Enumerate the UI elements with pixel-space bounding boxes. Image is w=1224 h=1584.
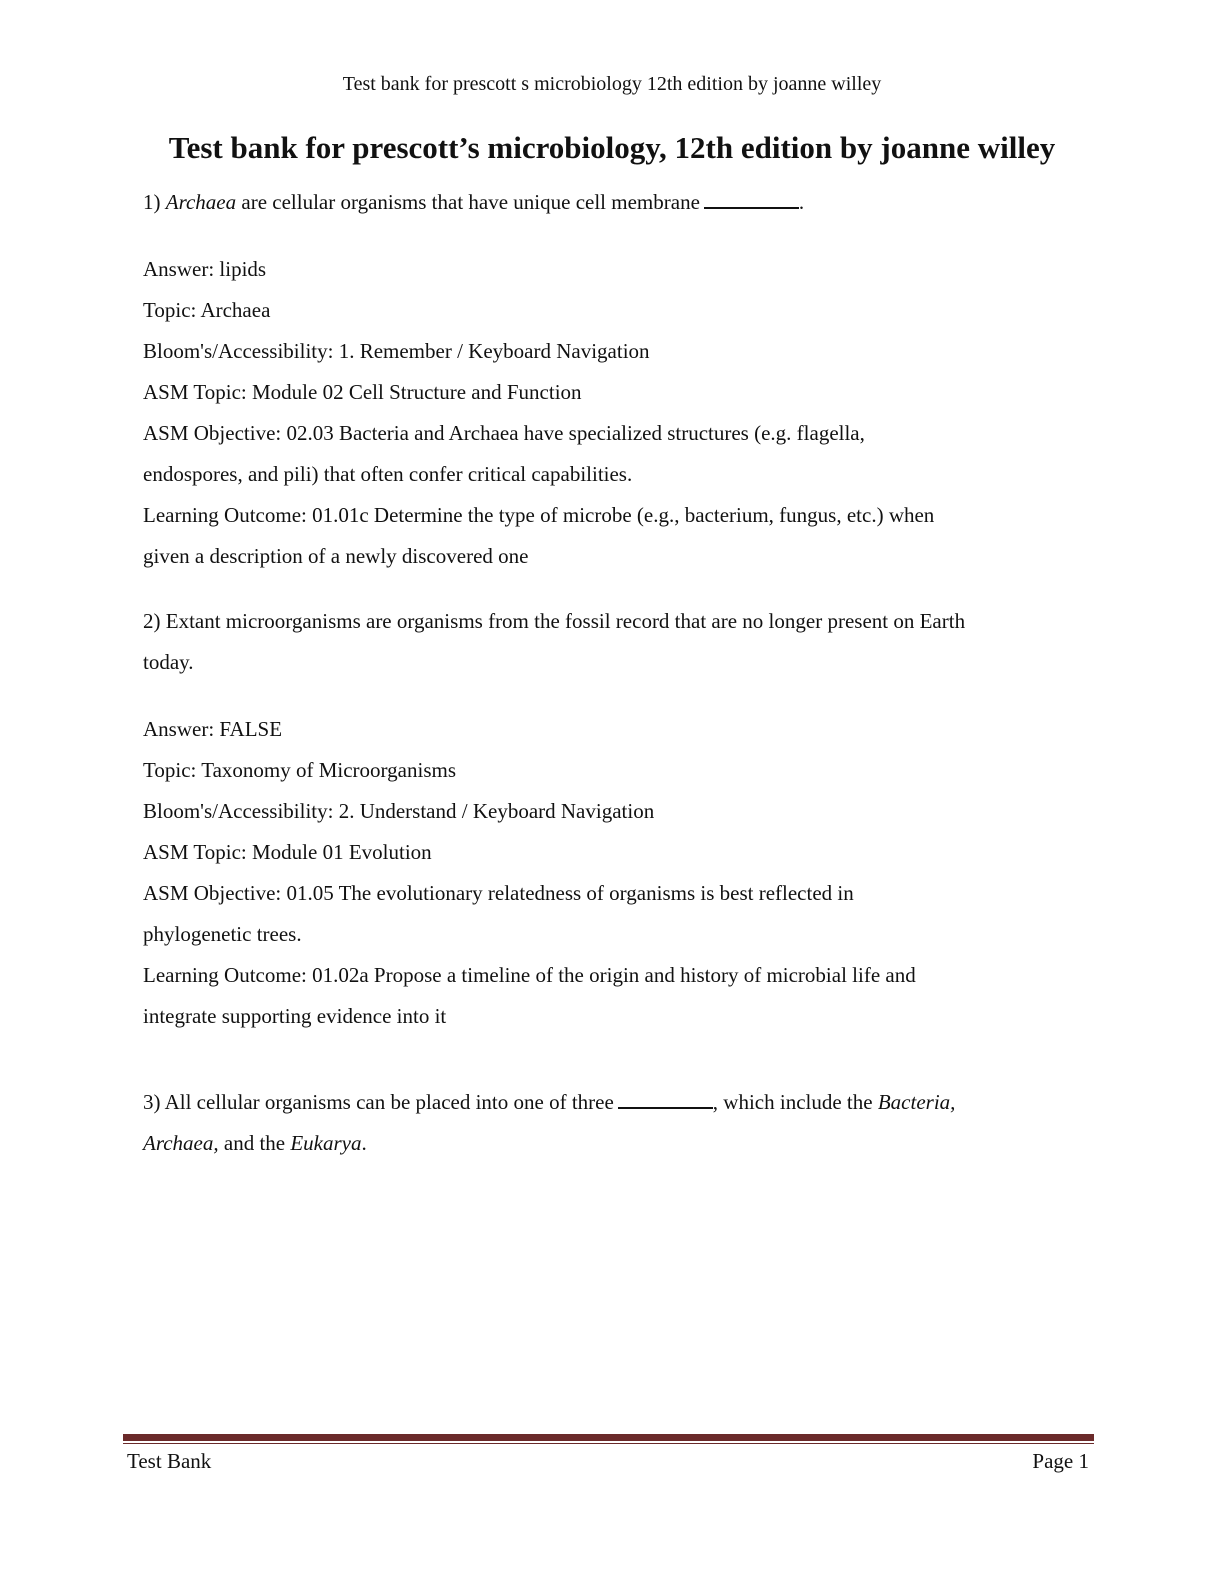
page-number: Page 1 (1032, 1449, 1089, 1473)
question-2-blooms: Bloom's/Accessibility: 2. Understand / Keyboard Navigation (143, 799, 655, 823)
question-3-italic-bacteria: Bacteria, (877, 1090, 956, 1114)
question-1-number: 1) (143, 190, 161, 214)
question-3-text-line-2 (143, 1123, 1083, 1164)
question-1-learning-outcome-line-2: given a description of a newly discovered one (143, 544, 529, 568)
question-3-end: . (361, 1131, 367, 1155)
question-2-learning-outcome-line-1: Learning Outcome: 01.02a Propose a timeline of the origin and history of microbial life and (143, 963, 916, 987)
question-1-asm-objective-line-1: ASM Objective: 02.03 Bacteria and Archaea have specialized structures (e.g. flagella, (143, 421, 865, 445)
footer-rule (123, 1434, 1094, 1441)
question-3 (143, 1082, 1083, 1164)
question-1-asm-topic: ASM Topic: Module 02 Cell Structure and Function (143, 380, 582, 404)
question-2-text-line-1: 2) Extant microorganisms are organisms from the fossil record that are no longer present on Earth (143, 609, 966, 633)
question-3-text-line-1 (143, 1082, 1083, 1123)
question-1-asm-objective-line-2: endospores, and pili) that often confer critical capabilities. (143, 462, 633, 486)
footer-label: Test Bank (127, 1449, 212, 1473)
question-3-blank (618, 1093, 713, 1109)
question-1-end: . (798, 190, 805, 214)
question-2-asm-objective-line-1: ASM Objective: 01.05 The evolutionary relatedness of organisms is best reflected in (143, 881, 854, 905)
question-1-text (143, 182, 1083, 223)
question-3-italic-archaea: Archaea, (143, 1131, 219, 1155)
question-1-answer: Answer: lipids (143, 257, 267, 281)
question-2-learning-outcome-line-2: integrate supporting evidence into it (143, 1004, 447, 1028)
question-2-asm-topic: ASM Topic: Module 01 Evolution (143, 840, 432, 864)
question-2-asm-objective-line-2: phylogenetic trees. (143, 922, 302, 946)
question-1-blooms: Bloom's/Accessibility: 1. Remember / Keyboard Navigation (143, 339, 650, 363)
document-body (143, 182, 1083, 1164)
question-2 (143, 601, 1083, 1037)
running-header: Test bank for prescott s microbiology 12th edition by joanne willey (342, 73, 882, 95)
question-3-and-the: and the (223, 1131, 286, 1155)
question-1-topic: Topic: Archaea (143, 298, 271, 322)
question-3-italic-eukarya: Eukarya (290, 1131, 362, 1155)
question-2-topic: Topic: Taxonomy of Microorganisms (143, 758, 457, 782)
footer-rule-thin (123, 1443, 1094, 1444)
question-1-blank (704, 193, 799, 209)
question-1-italic-archaea: Archaea (165, 190, 237, 214)
question-1-stem: are cellular organisms that have unique cell membrane (241, 190, 700, 214)
question-2-text-line-2: today. (143, 650, 194, 674)
document-title: Test bank for prescott’s microbiology, 12th edition by joanne willey (168, 130, 1056, 165)
question-1 (143, 182, 1083, 577)
question-3-stem: 3) All cellular organisms can be placed into one of three (143, 1090, 614, 1114)
question-1-learning-outcome-line-1: Learning Outcome: 01.01c Determine the type of microbe (e.g., bacterium, fungus, etc.) when (143, 503, 935, 527)
question-3-continuation: , which include the (712, 1090, 873, 1114)
question-2-answer: Answer: FALSE (143, 717, 283, 741)
